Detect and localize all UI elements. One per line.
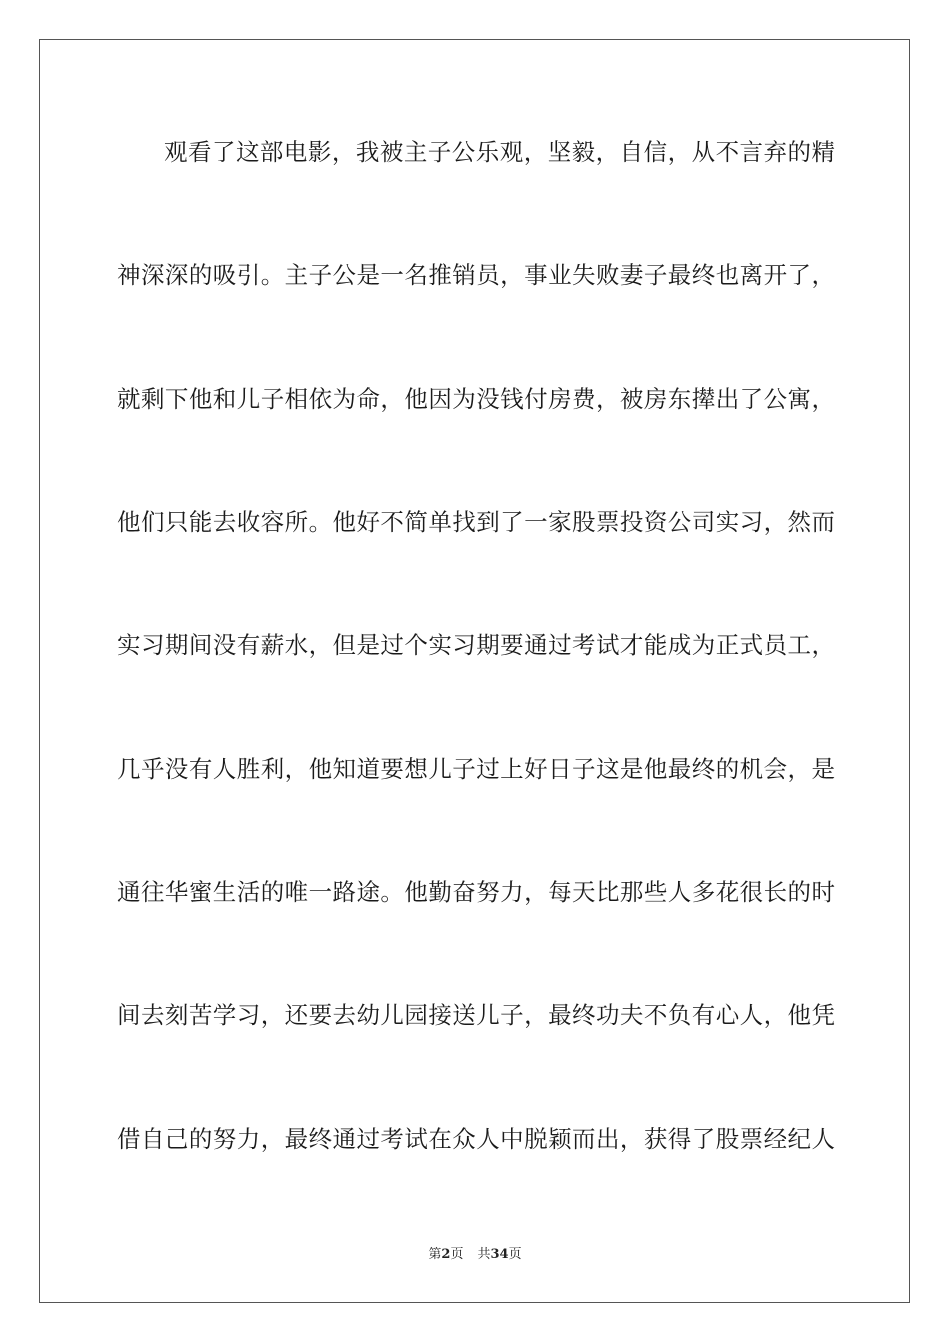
footer-page-suffix: 页 (450, 1247, 464, 1262)
paragraph-line-5: 实习期间没有薪水，但是过个实习期要通过考试才能成为正式员工， (117, 631, 835, 659)
footer-page-number: 2 (441, 1247, 451, 1262)
footer-total-pages: 34 (490, 1247, 509, 1262)
paragraph-line-9: 借自己的努力，最终通过考试在众人中脱颖而出，获得了股票经纪人 (117, 1125, 835, 1153)
paragraph-line-6: 几乎没有人胜利，他知道要想儿子过上好日子这是他最终的机会，是 (117, 755, 835, 783)
page-border (39, 39, 910, 1303)
paragraph-line-7: 通往华蜜生活的唯一路途。他勤奋努力，每天比那些人多花很长的时 (117, 878, 835, 906)
paragraph-line-3: 就剩下他和儿子相依为命，他因为没钱付房费，被房东撵出了公寓， (117, 385, 835, 413)
paragraph-line-4: 他们只能去收容所。他好不简单找到了一家股票投资公司实习，然而 (117, 508, 835, 536)
paragraph-line-1: 观看了这部电影，我被主子公乐观，坚毅，自信，从不言弃的精 (164, 138, 835, 166)
paragraph-line-2: 神深深的吸引。主子公是一名推销员，事业失败妻子最终也离开了， (117, 261, 835, 289)
paragraph-line-8: 间去刻苦学习，还要去幼儿园接送儿子，最终功夫不负有心人，他凭 (117, 1001, 835, 1029)
footer-total-prefix: 共 (477, 1247, 491, 1262)
footer-total-suffix: 页 (508, 1247, 522, 1262)
page-footer (0, 1247, 950, 1263)
footer-page-prefix: 第 (428, 1247, 442, 1262)
